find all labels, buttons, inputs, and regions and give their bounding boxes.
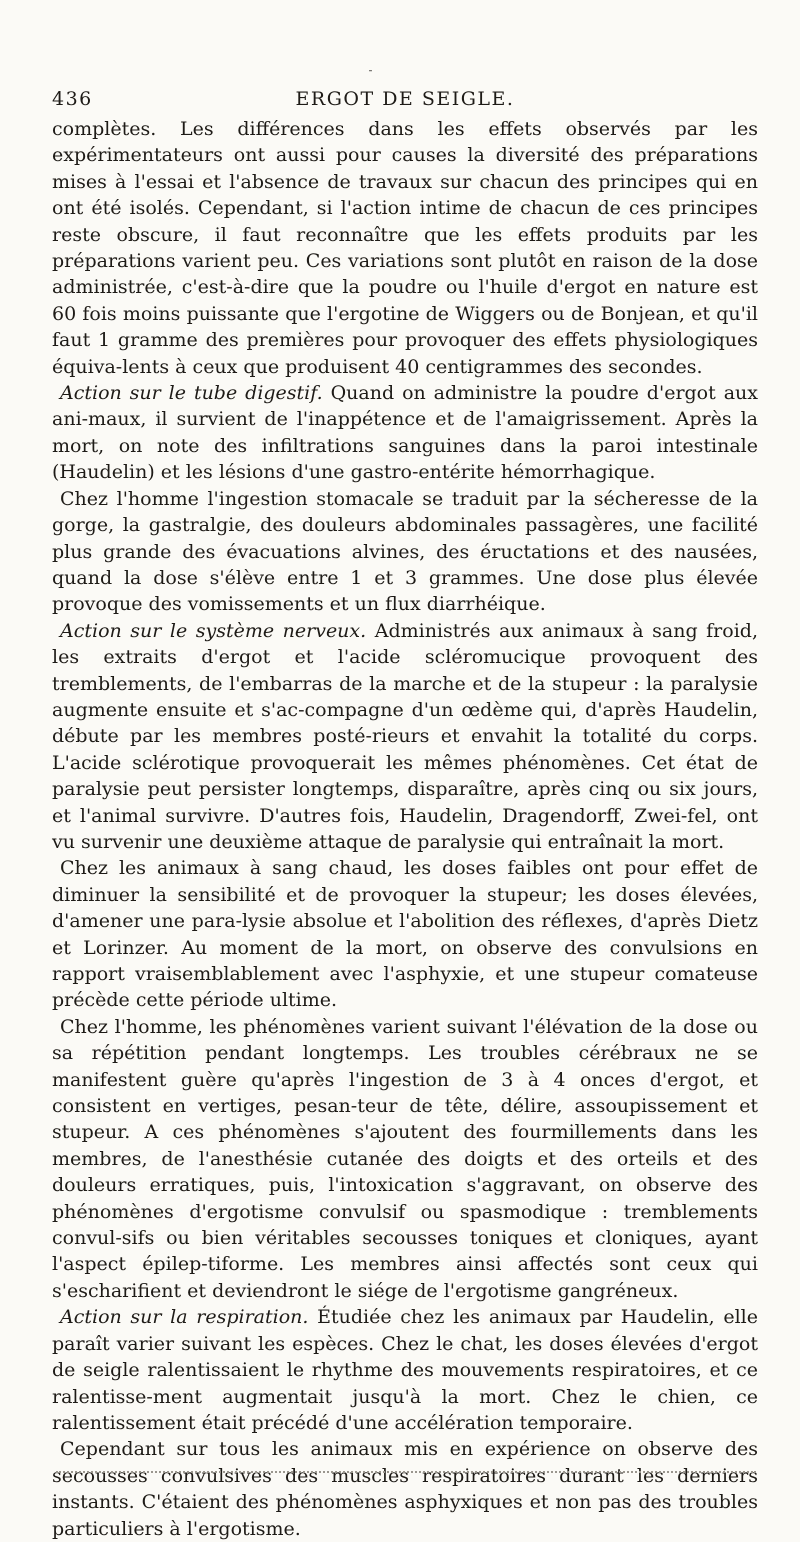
paragraph-body: Quand on administre la poudre d'ergot aux ani-maux, il survient de l'inappétence et de l'amaigrissement. Après la mort, on note des infiltrations sanguines dans la paroi intestinale (Haudelin) et les lésions d'une gastro-entérite hémorrhagique. xyxy=(52,382,758,484)
running-head xyxy=(52,70,758,116)
running-title: ERGOT DE SEIGLE. xyxy=(295,88,515,110)
paragraph-continuation xyxy=(52,116,758,380)
paragraph-respiration xyxy=(52,1304,758,1436)
paragraph-body: complètes. Les différences dans les effets observés par les expérimentateurs ont aussi pour causes la diversité des préparations mises à l'essai et l'absence de travaux sur chacun des principes qui en ont été isolés. Cependant, si l'action intime de chacun de ces principes reste obscure, il faut reconnaître que les effets produits par les préparations varient peu. Ces variations sont plutôt en raison de la dose administrée, c'est-à-dire que la poudre ou l'huile d'ergot en nature est 60 fois moins puissante que l'ergotine de Wiggers ou de Bonjean, et qu'il faut 1 gramme des premières pour provoquer des effets physiologiques équiva-lents à ceux que produisent 40 centigrammes des secondes. xyxy=(52,118,758,378)
header-ornament: ˉ xyxy=(368,70,375,81)
paragraph-sang-chaud xyxy=(52,855,758,1013)
paragraph-homme-ingestion xyxy=(52,486,758,618)
paragraph-body: Chez l'homme, les phénomènes varient suivant l'élévation de la dose ou sa répétition pendant longtemps. Les troubles cérébraux ne se manifestent guère qu'après l'ingestion de 3 à 4 onces d'ergot, et consistent en vertiges, pesan-teur de tête, délire, assoupissement et stupeur. A ces phénomènes s'ajoutent des fourmillements dans les membres, de l'anesthésie cutanée des doigts et des orteils et des douleurs erratiques, puis, l'intoxication s'aggravant, on observe des phénomènes d'ergotisme convulsif ou spasmodique : tremblements convul-sifs ou bien véritables secousses toniques et cloniques, ayant l'aspect épilep-tiforme. Les membres ainsi affectés sont ceux qui s'escharifient et deviendront le siége de l'ergotisme gangréneux. xyxy=(52,1015,758,1302)
paragraph-tube-digestif xyxy=(52,380,758,486)
paragraph-conclusion xyxy=(52,1436,758,1542)
paragraph-body: Chez les animaux à sang chaud, les doses faibles ont pour effet de diminuer la sensibilité et de provoquer la stupeur; les doses élevées, d'amener une para-lysie absolue et l'abolition des réflexes, d'après Dietz et Lorinzer. Au moment de la mort, on observe des convulsions en rapport vraisemblablement avec l'asphyxie, et une stupeur comateuse précède cette période ultime. xyxy=(52,857,758,1012)
section-heading-respiration: Action sur la respiration. xyxy=(60,1306,309,1329)
section-heading-systeme-nerveux: Action sur le système nerveux. xyxy=(60,619,367,642)
paragraph-body: Administrés aux animaux à sang froid, les extraits d'ergot et l'acide scléromucique provoquent des tremblements, de l'embarras de la marche et de la stupeur : la paralysie augmente ensuite et s'ac-compagne d'un œdème qui, d'après Haudelin, débute par les membres posté-rieurs et envahit la totalité du corps. L'acide sclérotique provoquerait les mêmes phénomènes. Cet état de paralysie peut persister longtemps, disparaître, après cinq ou six jours, et l'animal survivre. D'autres fois, Haudelin, Dragendorff, Zwei-fel, ont vu survenir une deuxième attaque de paralysie qui entraînait la mort. xyxy=(52,619,758,853)
footer-rule xyxy=(56,1471,756,1473)
page-number: 436 xyxy=(52,88,93,110)
book-page xyxy=(52,70,759,1542)
paragraph-body: Cependant sur tous les animaux mis en expérience on observe des secousses convulsives des muscles respiratoires durant les derniers instants. C'étaient des phénomènes asphyxiques et non pas des troubles particuliers à l'ergotisme. xyxy=(52,1438,758,1540)
paragraph-systeme-nerveux xyxy=(52,618,758,856)
paragraph-homme-phenomenes xyxy=(52,1014,758,1304)
section-heading-tube-digestif: Action sur le tube digestif. xyxy=(60,382,323,405)
paragraph-body: Étudiée chez les animaux par Haudelin, elle paraît varier suivant les espèces. Chez le chat, les doses élevées d'ergot de seigle ralentissaient le rhythme des mouvements respiratoires, et ce ralentisse-ment augmentait jusqu'à la mort. Chez le chien, ce ralentissement était précédé d'une accélération temporaire. xyxy=(52,1306,759,1434)
body-text xyxy=(52,116,758,1542)
paragraph-body: Chez l'homme l'ingestion stomacale se traduit par la sécheresse de la gorge, la gastralgie, des douleurs abdominales passagères, une facilité plus grande des évacuations alvines, des éructations et des nausées, quand la dose s'élève entre 1 et 3 grammes. Une dose plus élevée provoque des vomissements et un flux diarrhéique. xyxy=(52,487,758,616)
